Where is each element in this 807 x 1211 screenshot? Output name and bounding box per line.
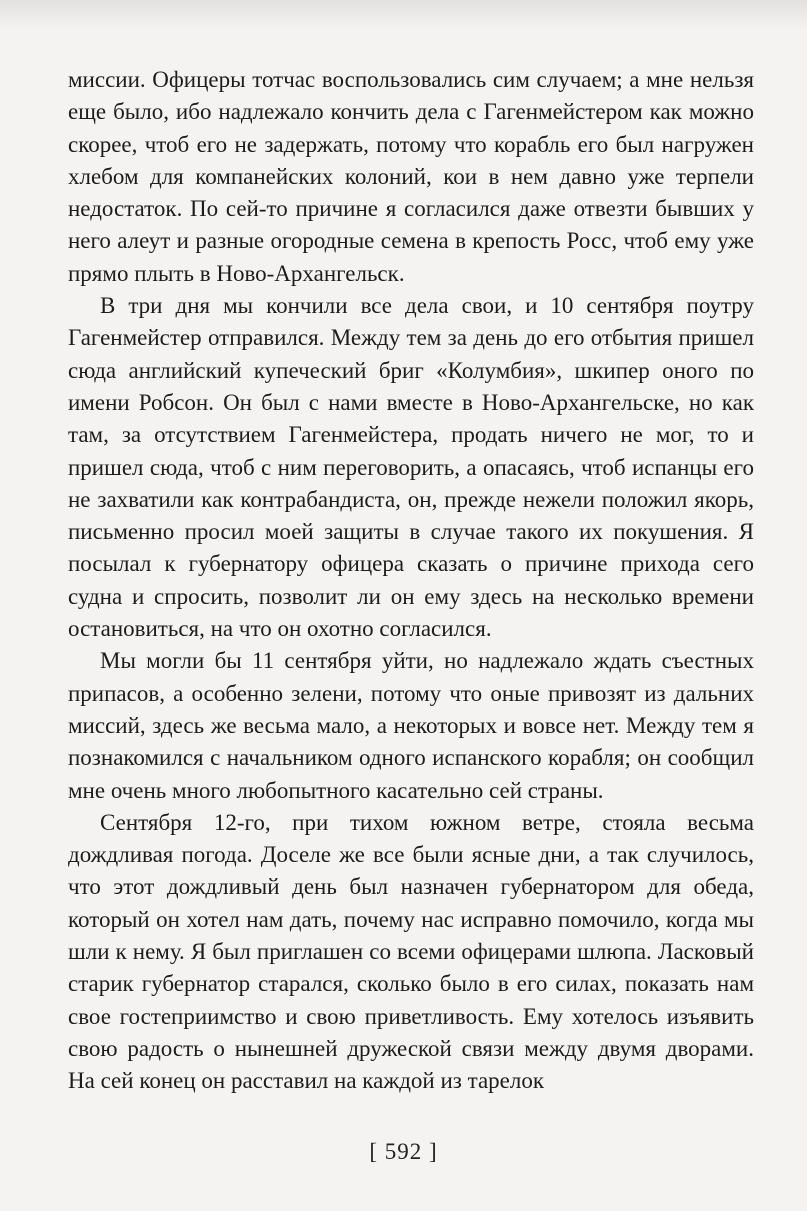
paragraph-3: Мы могли бы 11 сентября уйти, но надлежало ждать съестных припасов, а особенно зелени, потому что оные привозят из дальних миссий, здесь же весьма мало, а некоторых и вовсе нет. Между тем я познакомился с начальником одного испанского корабля; он сообщил мне очень много любопытного касательно сей страны.	[68, 648, 754, 803]
paragraph-4: Сентября 12-го, при тихом южном ветре, стояла весьма дождливая погода. Доселе же все были ясные дни, а так случилось, что этот дождливый день был назначен губернатором для обеда, который он хотел нам дать, почему нас исправно помочило, когда мы шли к нему. Я был приглашен со всеми офицерами шлюпа. Ласковый старик губернатор старался, сколько было в его силах, показать нам свое гостеприимство и свою приветливость. Ему хотелось изъявить свою радость о нынешней дружеской связи между двумя дворами. На сей конец он расставил на каждой из тарелок	[68, 809, 754, 1094]
page-edge-shadow	[0, 0, 807, 30]
paragraph-2: В три дня мы кончили все дела свои, и 10 сентября поутру Гагенмейстер отправился. Между тем за день до его отбытия пришел сюда английский купеческий бриг «Колумбия», шкипер оного по имени Робсон. Он был с нами вместе в Ново-Архангельске, но как там, за отсутствием Гагенмейстера, продать ничего не мог, то и пришел сюда, чтоб с ним переговорить, а опасаясь, чтоб испанцы его не захватили как контрабандиста, он, прежде нежели положил якорь, письменно просил моей защиты в случае такого их покушения. Я посылал к губернатору офицера сказать о причине прихода сего судна и спросить, позволит ли он ему здесь на несколько времени остановиться, на что он охотно согласился.	[68, 293, 754, 642]
page-number: [ 592 ]	[369, 1139, 438, 1164]
page-text	[68, 64, 754, 1098]
paragraph-1: миссии. Офицеры тотчас воспользовались сим случаем; а мне нельзя еще было, ибо надлежало кончить дела с Гагенмейстером как можно скорее, чтоб его не задержать, потому что корабль его был нагружен хлебом для компанейских колоний, кои в нем давно уже терпели недостаток. По сей-то причине я согласился даже отвезти бывших у него алеут и разные огородные семена в крепость Росс, чтоб ему уже прямо плыть в Ново-Архангельск.	[68, 67, 754, 286]
